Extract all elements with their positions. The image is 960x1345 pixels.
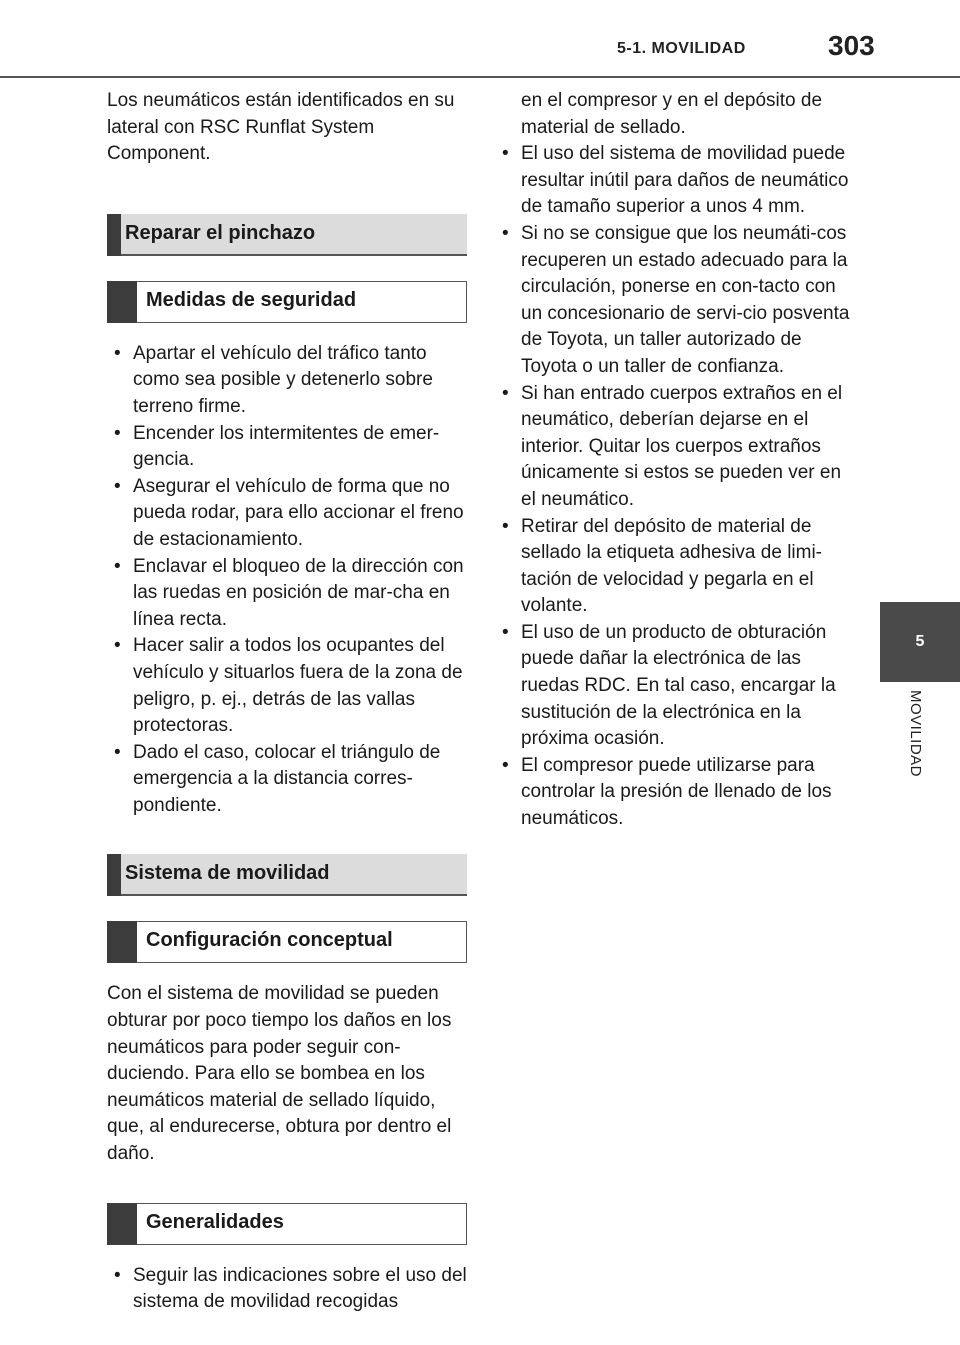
general-list-continued xyxy=(495,88,855,833)
heading-general: Generalidades xyxy=(107,1203,467,1245)
list-item: • El compresor puede utilizarse para controlar la presión de llenado de los neumáticos. xyxy=(495,753,855,833)
list-item: • Si no se consigue que los neumáti-cos recuperen un estado adecuado para la circulación, ponerse en con-tacto con un concesionario de servi-cio posventa de Toyota, un taller autorizado de Toyota o un taller de confianza. xyxy=(495,221,855,381)
list-item: • Asegurar el vehículo de forma que no pueda rodar, para ello accionar el freno de estacionamiento. xyxy=(107,474,467,554)
list-item: • El uso del sistema de movilidad puede resultar inútil para daños de neumático de tamaño superior a unos 4 mm. xyxy=(495,141,855,221)
list-item: • El uso de un producto de obturación puede dañar la electrónica de las ruedas RDC. En tal caso, encargar la sustitución de la electrónica en la próxima ocasión. xyxy=(495,620,855,753)
right-column xyxy=(495,88,855,833)
safety-list xyxy=(107,341,467,820)
list-item: • Hacer salir a todos los ocupantes del vehículo y situarlos fuera de la zona de peligro, p. ej., detrás de las vallas protectoras. xyxy=(107,633,467,739)
header-divider xyxy=(0,76,960,78)
heading-concept: Configuración conceptual xyxy=(107,921,467,963)
list-item: • Encender los intermitentes de emer-gencia. xyxy=(107,421,467,474)
general-list xyxy=(107,1263,467,1316)
list-item: • Enclavar el bloqueo de la dirección con las ruedas en posición de mar-cha en línea recta. xyxy=(107,554,467,634)
list-item: • Retirar del depósito de material de sellado la etiqueta adhesiva de limi-tación de velocidad y pegarla en el volante. xyxy=(495,514,855,620)
intro-paragraph: Los neumáticos están identificados en su lateral con RSC Runflat System Component. xyxy=(107,90,455,165)
concept-paragraph: Con el sistema de movilidad se pueden obturar por poco tiempo los daños en los neumáticos para poder seguir con-duciendo. Para ello se bombea en los neumáticos material de sellado líquido, que, al endurecerse, obtura por dentro el daño. xyxy=(107,983,452,1165)
page-number: 303 xyxy=(828,30,875,61)
list-item: • Dado el caso, colocar el triángulo de emergencia a la distancia corres-pondiente. xyxy=(107,740,467,820)
chapter-tab-number: 5 xyxy=(880,602,960,682)
heading-repair: Reparar el pinchazo xyxy=(107,214,467,256)
heading-safety: Medidas de seguridad xyxy=(107,281,467,323)
list-item: • Apartar el vehículo del tráfico tanto como sea posible y detenerlo sobre terreno firme. xyxy=(107,341,467,421)
list-item-continuation: en el compresor y en el depósito de material de sellado. xyxy=(521,90,823,138)
chapter-tab-label: MOVILIDAD xyxy=(907,690,924,778)
section-title: 5-1. MOVILIDAD xyxy=(617,40,746,57)
left-column xyxy=(107,88,467,1316)
heading-mobility: Sistema de movilidad xyxy=(107,854,467,896)
list-item: • Seguir las indicaciones sobre el uso del sistema de movilidad recogidas xyxy=(107,1263,467,1316)
list-item: • Si han entrado cuerpos extraños en el neumático, deberían dejarse en el interior. Quitar los cuerpos extraños únicamente si estos se pueden ver en el neumático. xyxy=(495,381,855,514)
